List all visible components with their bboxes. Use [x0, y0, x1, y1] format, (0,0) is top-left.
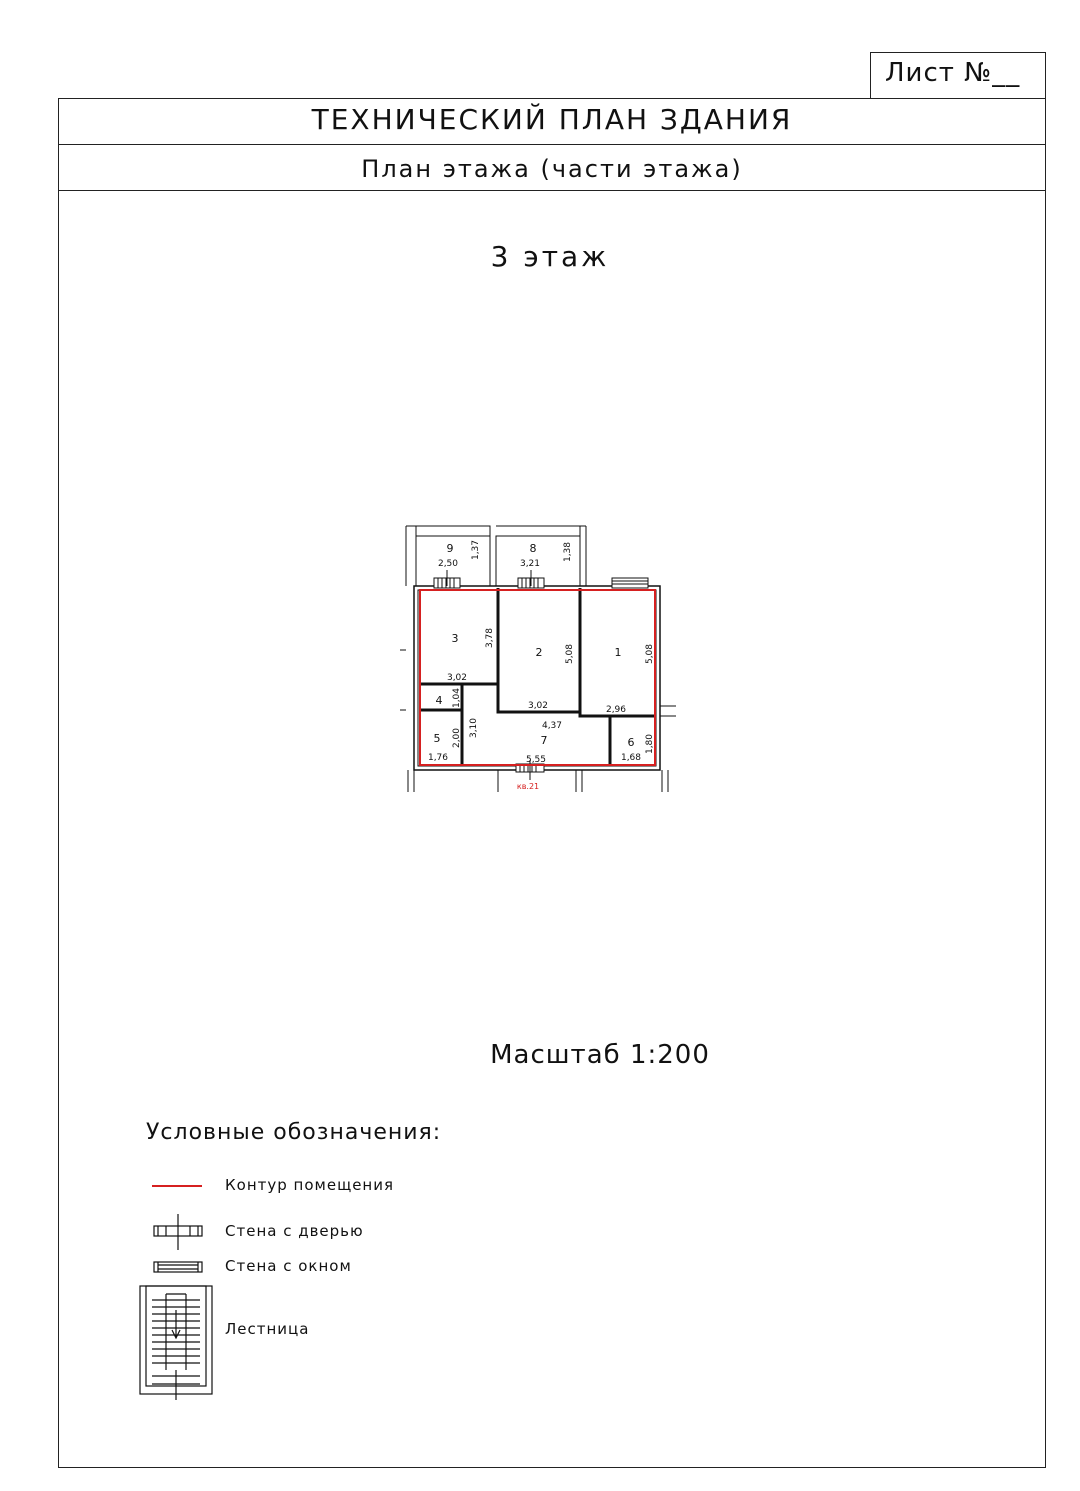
room-7-number: 7	[540, 734, 548, 747]
room-4-depth: 1,04	[452, 687, 462, 709]
wall-segment	[660, 706, 676, 716]
door-room-2	[518, 570, 544, 588]
room-6-depth: 1,80	[645, 733, 655, 755]
room-3-depth: 3,78	[485, 627, 495, 649]
room-5-width: 1,76	[427, 753, 449, 763]
scale-label: Масштаб 1:200	[490, 1040, 710, 1070]
legend-contour-label: Контур помещения	[225, 1176, 395, 1194]
floor-label: 3 этаж	[490, 240, 610, 273]
room-5-depth: 2,00	[452, 727, 462, 749]
legend-door-symbol	[154, 1214, 202, 1250]
room-1-number: 1	[614, 646, 622, 659]
room-3-width: 3,02	[446, 673, 468, 683]
header-divider-2	[58, 190, 1046, 191]
room-6-width: 1,68	[620, 753, 642, 763]
wall-segment	[408, 770, 414, 792]
door-room-3	[434, 570, 460, 588]
room-8-depth: 1,38	[563, 541, 573, 563]
room-2-width: 3,02	[527, 701, 549, 711]
apartment-label: кв.21	[516, 782, 540, 791]
wall-segment	[416, 526, 490, 540]
legend-stairs-symbol	[140, 1286, 212, 1400]
wall-segment	[406, 526, 416, 586]
room-6-number: 6	[627, 736, 635, 749]
floor-plan	[400, 520, 680, 795]
room-9-number: 9	[446, 542, 454, 555]
room-9-depth: 1,37	[471, 539, 481, 561]
header-divider-1	[58, 144, 1046, 145]
room-2-number: 2	[535, 646, 543, 659]
legend-title: Условные обозначения:	[146, 1120, 442, 1145]
room-2-depth: 5,08	[565, 643, 575, 665]
legend-window-symbol	[154, 1262, 202, 1272]
room-9-width: 2,50	[437, 559, 459, 569]
room-1-depth: 5,08	[645, 643, 655, 665]
room-8-width: 3,21	[519, 559, 541, 569]
room-7-width: 5,55	[525, 755, 547, 765]
wall-segment	[400, 650, 406, 710]
sheet-number-box	[870, 52, 1046, 99]
room-8-number: 8	[529, 542, 537, 555]
sheet-number-label: Лист №__	[885, 58, 1021, 88]
document-subtitle: План этажа (части этажа)	[361, 155, 743, 183]
room-3-number: 3	[451, 632, 459, 645]
room-7-length: 4,37	[541, 721, 563, 731]
room-4-number: 4	[435, 694, 443, 707]
legend-door-label: Стена с дверью	[225, 1222, 364, 1240]
legend-window-label: Стена с окном	[225, 1257, 352, 1275]
room-5-number: 5	[433, 732, 441, 745]
legend-stairs-label: Лестница	[225, 1320, 310, 1338]
document-title: ТЕХНИЧЕСКИЙ ПЛАН ЗДАНИЯ	[311, 103, 793, 136]
window-room-1	[612, 578, 648, 588]
room-1-width: 2,96	[605, 705, 627, 715]
room-7-depth: 3,10	[469, 717, 479, 739]
legend-symbols	[138, 1170, 218, 1400]
